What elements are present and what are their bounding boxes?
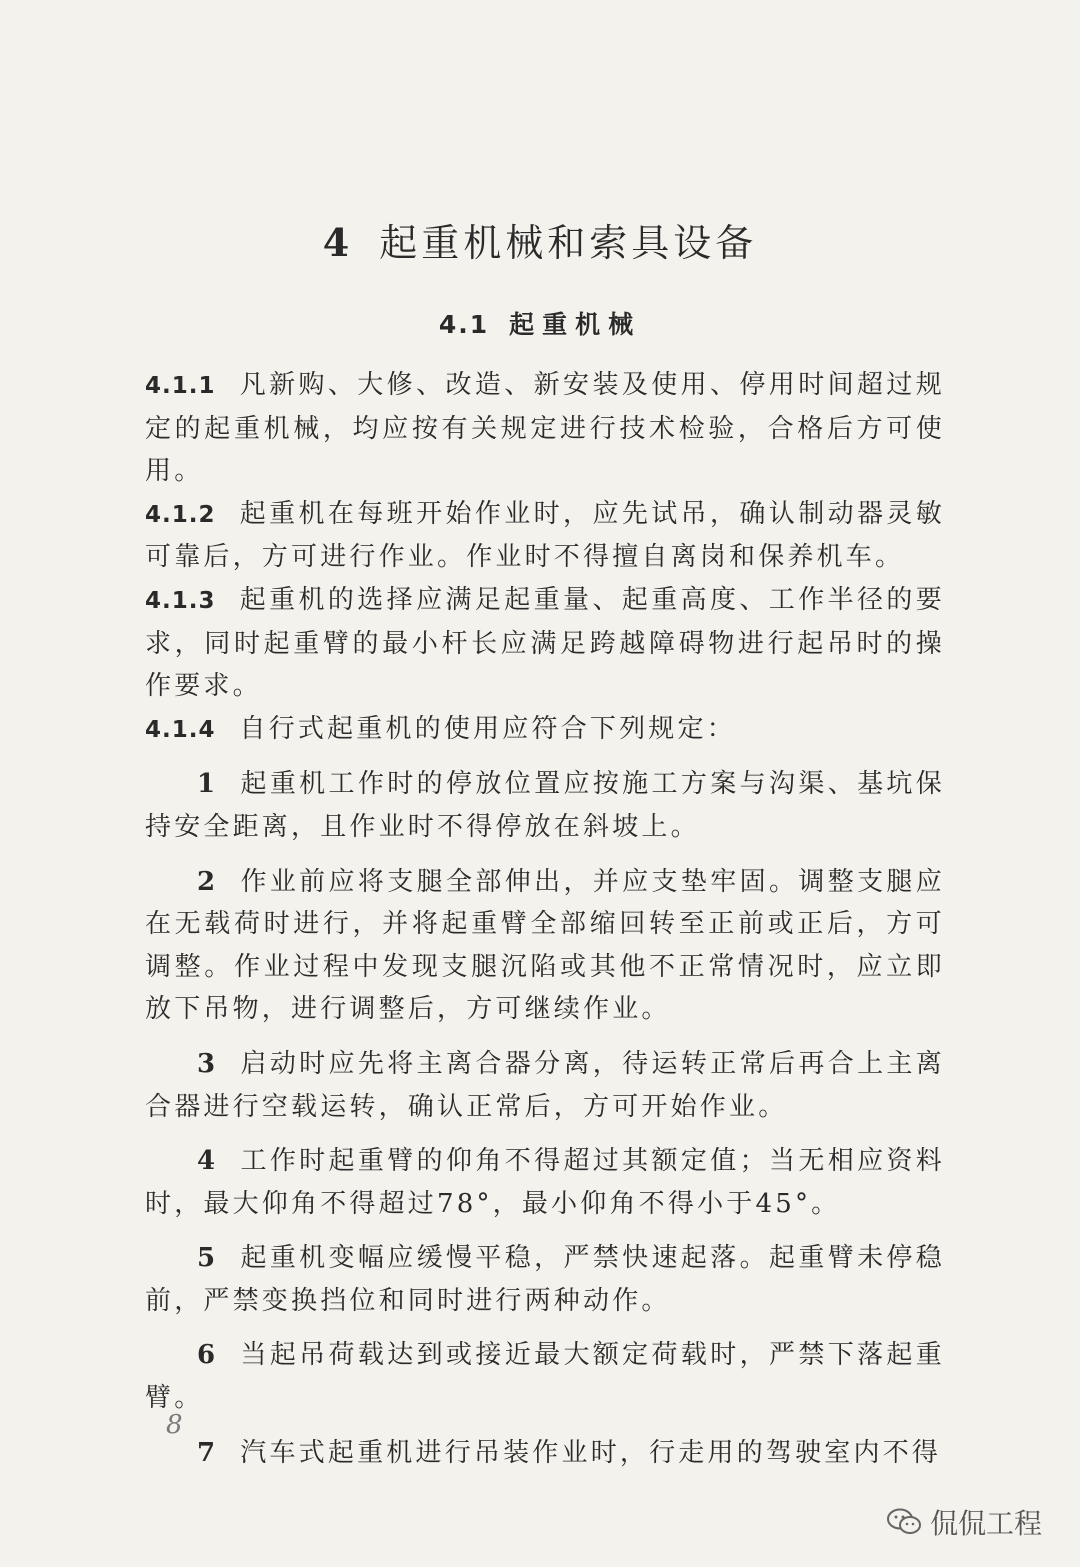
clause-paragraph <box>145 493 945 579</box>
clause-text: 凡新购、大修、改造、新安装及使用、停用时间超过规定的起重机械，均应按有关规定进行技术检验，合格后方可使用。 <box>145 370 945 487</box>
list-item <box>145 1237 945 1322</box>
list-item <box>145 763 945 848</box>
watermark <box>886 1502 1042 1542</box>
item-number: 7 <box>197 1437 219 1468</box>
item-number: 5 <box>197 1243 219 1274</box>
item-number: 2 <box>197 866 219 897</box>
item-number: 4 <box>197 1146 219 1177</box>
section-number: 4.1 <box>438 310 490 339</box>
section-title-text: 起重机械 <box>509 310 642 339</box>
item-text: 启动时应先将主离合器分离，待运转正常后再合上主离合器进行空载运转，确认正常后，方可开始作业。 <box>145 1048 945 1122</box>
item-text: 汽车式起重机进行吊装作业时，行走用的驾驶室内不得 <box>240 1437 942 1468</box>
item-text: 起重机变幅应缓慢平稳，严禁快速起落。起重臂未停稳前，严禁变换挡位和同时进行两种动作。 <box>145 1243 945 1316</box>
item-text: 作业前应将支腿全部伸出，并应支垫牢固。调整支腿应在无载荷时进行，并将起重臂全部缩回转至正前或正后，方可调整。作业过程中发现支腿沉陷或其他不正常情况时，应立即放下吊物，进行调整后，方可继续作业。 <box>145 866 945 1025</box>
page-number: 8 <box>166 1410 183 1440</box>
clause-text: 起重机在每班开始作业时，应先试吊，确认制动器灵敏可靠后，方可进行作业。作业时不得擅自离岗和保养机车。 <box>145 498 945 573</box>
list-item <box>145 1140 945 1225</box>
item-text: 工作时起重臂的仰角不得超过其额定值；当无相应资料时，最大仰角不得超过78°，最小仰角不得小于45°。 <box>145 1146 945 1219</box>
wechat-icon <box>886 1507 922 1537</box>
list-item <box>145 1043 945 1128</box>
body-text <box>145 364 945 1474</box>
clause-paragraph <box>145 708 945 752</box>
list-item <box>145 1334 945 1419</box>
chapter-title-text: 起重机械和索具设备 <box>379 221 758 265</box>
section-title <box>0 305 1080 341</box>
clause-number: 4.1.1 <box>145 373 216 399</box>
clause-paragraph <box>145 364 945 493</box>
chapter-number: 4 <box>322 220 354 265</box>
clause-text: 自行式起重机的使用应符合下列规定： <box>239 713 736 744</box>
item-number: 3 <box>197 1048 219 1079</box>
chapter-title <box>0 212 1080 267</box>
clause-text: 起重机的选择应满足起重量、起重高度、工作半径的要求，同时起重臂的最小杆长应满足跨越障碍物进行起吊时的操作要求。 <box>145 584 945 702</box>
watermark-text: 侃侃工程 <box>929 1507 1042 1540</box>
item-text: 当起吊荷载达到或接近最大额定荷载时，严禁下落起重臂。 <box>145 1340 945 1414</box>
item-number: 1 <box>197 769 219 800</box>
list-item <box>145 861 945 1031</box>
item-number: 6 <box>197 1340 219 1371</box>
clause-paragraph <box>145 579 945 708</box>
list-item <box>145 1432 945 1475</box>
clause-number: 4.1.4 <box>145 716 216 743</box>
clause-number: 4.1.3 <box>145 587 216 614</box>
clause-number: 4.1.2 <box>145 501 216 528</box>
item-text: 起重机工作时的停放位置应按施工方案与沟渠、基坑保持安全距离，且作业时不得停放在斜坡上。 <box>145 769 945 842</box>
